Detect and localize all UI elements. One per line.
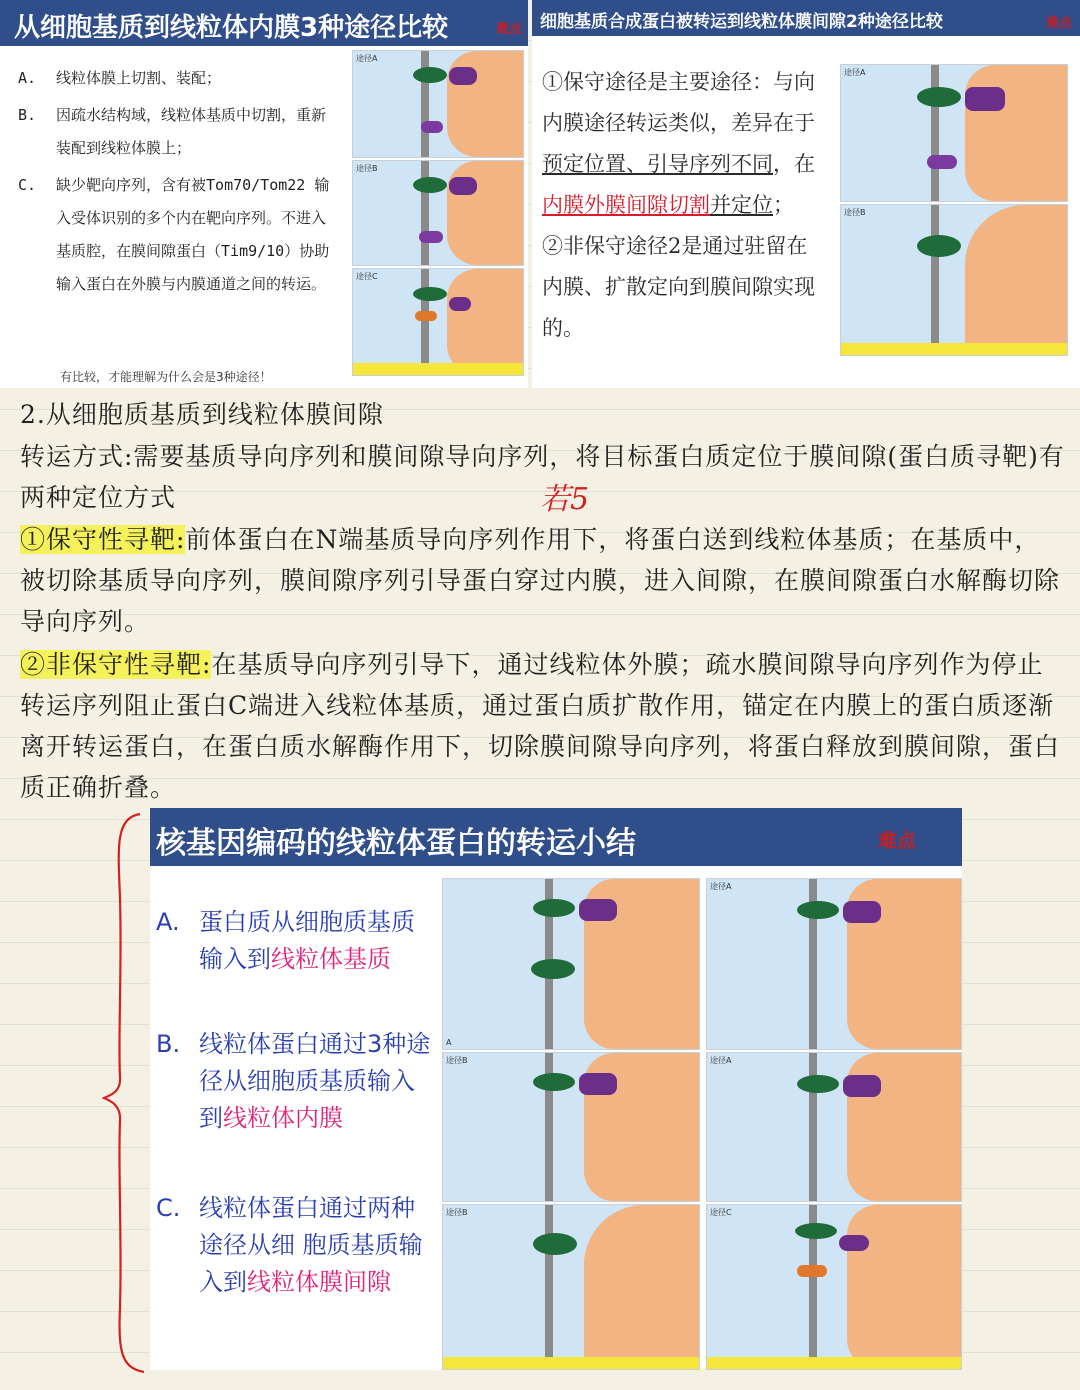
tim-complex-icon <box>415 311 437 321</box>
underlined-phrase: 并定位 <box>710 193 773 217</box>
pathway-figure <box>706 1052 962 1202</box>
pathway-figure <box>352 50 524 158</box>
figure-label: 途径C <box>710 1208 732 1217</box>
handwritten-red-mark: 若5 <box>540 482 590 517</box>
list-item <box>18 99 338 165</box>
list-item <box>18 169 338 301</box>
tim-complex-icon <box>839 1235 869 1251</box>
transport-description: 转运方式:需要基质导向序列和膜间隙导向序列，将目标蛋白质定位于膜间隙(蛋白质寻靶)有两种定位方式 <box>20 442 1065 512</box>
pathway-figure <box>352 268 524 376</box>
tom-complex-icon <box>413 67 447 83</box>
item-label: C. <box>18 176 37 194</box>
pathway2-text: ②非保守途径2是通过驻留在内膜、扩散定向到膜间隙实现的。 <box>542 234 815 340</box>
tom-complex-icon <box>795 1223 837 1239</box>
slide-title: 细胞基质合成蛋白被转运到线粒体膜间隙2种途径比较 <box>540 12 943 32</box>
figure-label: 途径B <box>356 164 378 173</box>
nonconservative-targeting-paragraph <box>20 644 1065 808</box>
red-brace-icon <box>100 808 150 1378</box>
item-label: B. <box>156 1030 181 1058</box>
slide-title-bar <box>532 0 1080 36</box>
tom-complex-icon <box>531 959 575 979</box>
tom-complex-icon <box>917 235 961 257</box>
item-text: 缺少靶向序列，含有被Tom70/Tom22 输入受体识别的多个内在靶向序列。不进入基质腔，在膜间隙蛋白（Tim9/10）协助输入蛋白在外膜与内膜通道之间的转运。 <box>56 176 330 293</box>
slide-title-bar <box>0 0 528 46</box>
tim-complex-icon <box>449 297 471 311</box>
tim-complex-icon <box>927 155 957 169</box>
paragraph-text: 在基质导向序列引导下，通过线粒体外膜；疏水膜间隙导向序列作为停止转运序列阻止蛋白C端进入线粒体基质，通过蛋白质扩散作用，锚定在内膜上的蛋白质逐渐离开转运蛋白，在蛋白质水解酶作用下，切除膜间隙导向序列，将蛋白释放到膜间隙，蛋白质正确折叠。 <box>20 650 1061 802</box>
figure-label: 途径B <box>844 208 866 217</box>
difficulty-tag: 难点 <box>1045 16 1072 31</box>
pathway-figure <box>706 878 962 1050</box>
tom-complex-icon <box>413 287 447 301</box>
figure-label: 途径C <box>356 272 378 281</box>
item-text: 线粒体蛋白通过3种途径从细胞质基质输入到 <box>199 1030 431 1132</box>
pathway-figure <box>352 160 524 266</box>
figure-label: 途径B <box>446 1056 468 1065</box>
item-label: A. <box>156 908 180 936</box>
item-destination: 线粒体内膜 <box>223 1104 343 1132</box>
pathway1-text: ，在 <box>773 152 815 176</box>
tom-complex-icon <box>413 177 447 193</box>
tom-complex-icon <box>533 899 575 917</box>
tim-complex-icon <box>579 1073 617 1095</box>
tim-complex-icon <box>843 901 881 923</box>
item-text: 线粒体膜上切割、装配； <box>56 69 222 87</box>
underlined-phrase: 预定位置、引导序列不同 <box>542 152 773 176</box>
tom-complex-icon <box>533 1233 577 1255</box>
figure-label: 途径A <box>710 882 732 891</box>
tom-complex-icon <box>797 901 839 919</box>
conservative-targeting-paragraph <box>20 519 1065 642</box>
pathway-figure <box>442 878 700 1050</box>
slide-inner-membrane-pathways <box>0 0 528 388</box>
highlighted-term: ②非保守性寻靶: <box>20 650 212 679</box>
paragraph-text: 前体蛋白在N端基质导向序列作用下，将蛋白送到线粒体基质；在基质中，被切除基质导向序列，膜间隙序列引导蛋白穿过内膜，进入间隙，在膜间隙蛋白水解酶切除导向序列。 <box>20 525 1061 636</box>
slide-transport-summary <box>150 808 962 1370</box>
slide-intermembrane-pathways <box>532 0 1080 388</box>
highlighted-term: ①保守性寻靶: <box>20 525 186 554</box>
slide-title-bar <box>150 808 962 866</box>
figure-label: A <box>446 1038 452 1047</box>
tim-complex-icon <box>449 177 477 195</box>
difficulty-tag: 难点 <box>878 830 917 852</box>
slide-body-text <box>542 62 820 349</box>
underlined-red-phrase: 内膜外膜间隙切割 <box>542 193 710 217</box>
tim-complex-icon <box>843 1075 881 1097</box>
item-label: A. <box>18 69 37 87</box>
item-destination: 线粒体基质 <box>271 945 391 973</box>
tim-complex-icon <box>419 231 443 243</box>
pathway-figure <box>840 204 1068 356</box>
item-label: C. <box>156 1194 181 1222</box>
figure-label: 途径B <box>446 1208 468 1217</box>
summary-item <box>156 1026 436 1137</box>
list-item <box>18 62 338 95</box>
tim-complex-icon <box>449 67 477 85</box>
item-text: 蛋白质从细胞质基质输入到 <box>199 908 415 973</box>
pathway1-text: ①保守途径是主要途径：与向内膜途径转运类似，差异在于 <box>542 70 815 135</box>
difficulty-tag: 难点 <box>495 22 522 37</box>
summary-item <box>156 904 436 978</box>
item-label: B. <box>18 106 37 124</box>
tim-complex-icon <box>965 87 1005 111</box>
item-destination: 线粒体膜间隙 <box>247 1268 391 1296</box>
tim-complex-icon <box>579 899 617 921</box>
pathway-figure <box>840 64 1068 202</box>
tim-complex-icon <box>421 121 443 133</box>
item-text: 因疏水结构域，线粒体基质中切割，重新装配到线粒体膜上； <box>56 106 327 157</box>
slide-title: 核基因编码的线粒体蛋白的转运小结 <box>156 826 636 861</box>
pathway-figure <box>442 1052 700 1202</box>
comparison-note: 有比较，才能理解为什么会是3种途径！ <box>60 370 272 384</box>
figure-label: 途径A <box>710 1056 732 1065</box>
figure-label: 途径A <box>356 54 378 63</box>
summary-item <box>156 1190 436 1301</box>
pathway-figure <box>706 1204 962 1370</box>
pathway-figure <box>442 1204 700 1370</box>
figure-label: 途径A <box>844 68 866 77</box>
tim-complex-icon <box>797 1265 827 1277</box>
item-text: 线粒体蛋白通过两种途径从细 胞质基质输入到 <box>199 1194 423 1296</box>
slide-title: 从细胞基质到线粒体内膜3种途径比较 <box>14 13 449 43</box>
tom-complex-icon <box>797 1075 839 1093</box>
tom-complex-icon <box>533 1073 575 1091</box>
pathway1-text: ； <box>773 193 794 217</box>
section-heading: 2.从细胞质基质到线粒体膜间隙 <box>20 400 384 429</box>
tom-complex-icon <box>917 87 961 107</box>
